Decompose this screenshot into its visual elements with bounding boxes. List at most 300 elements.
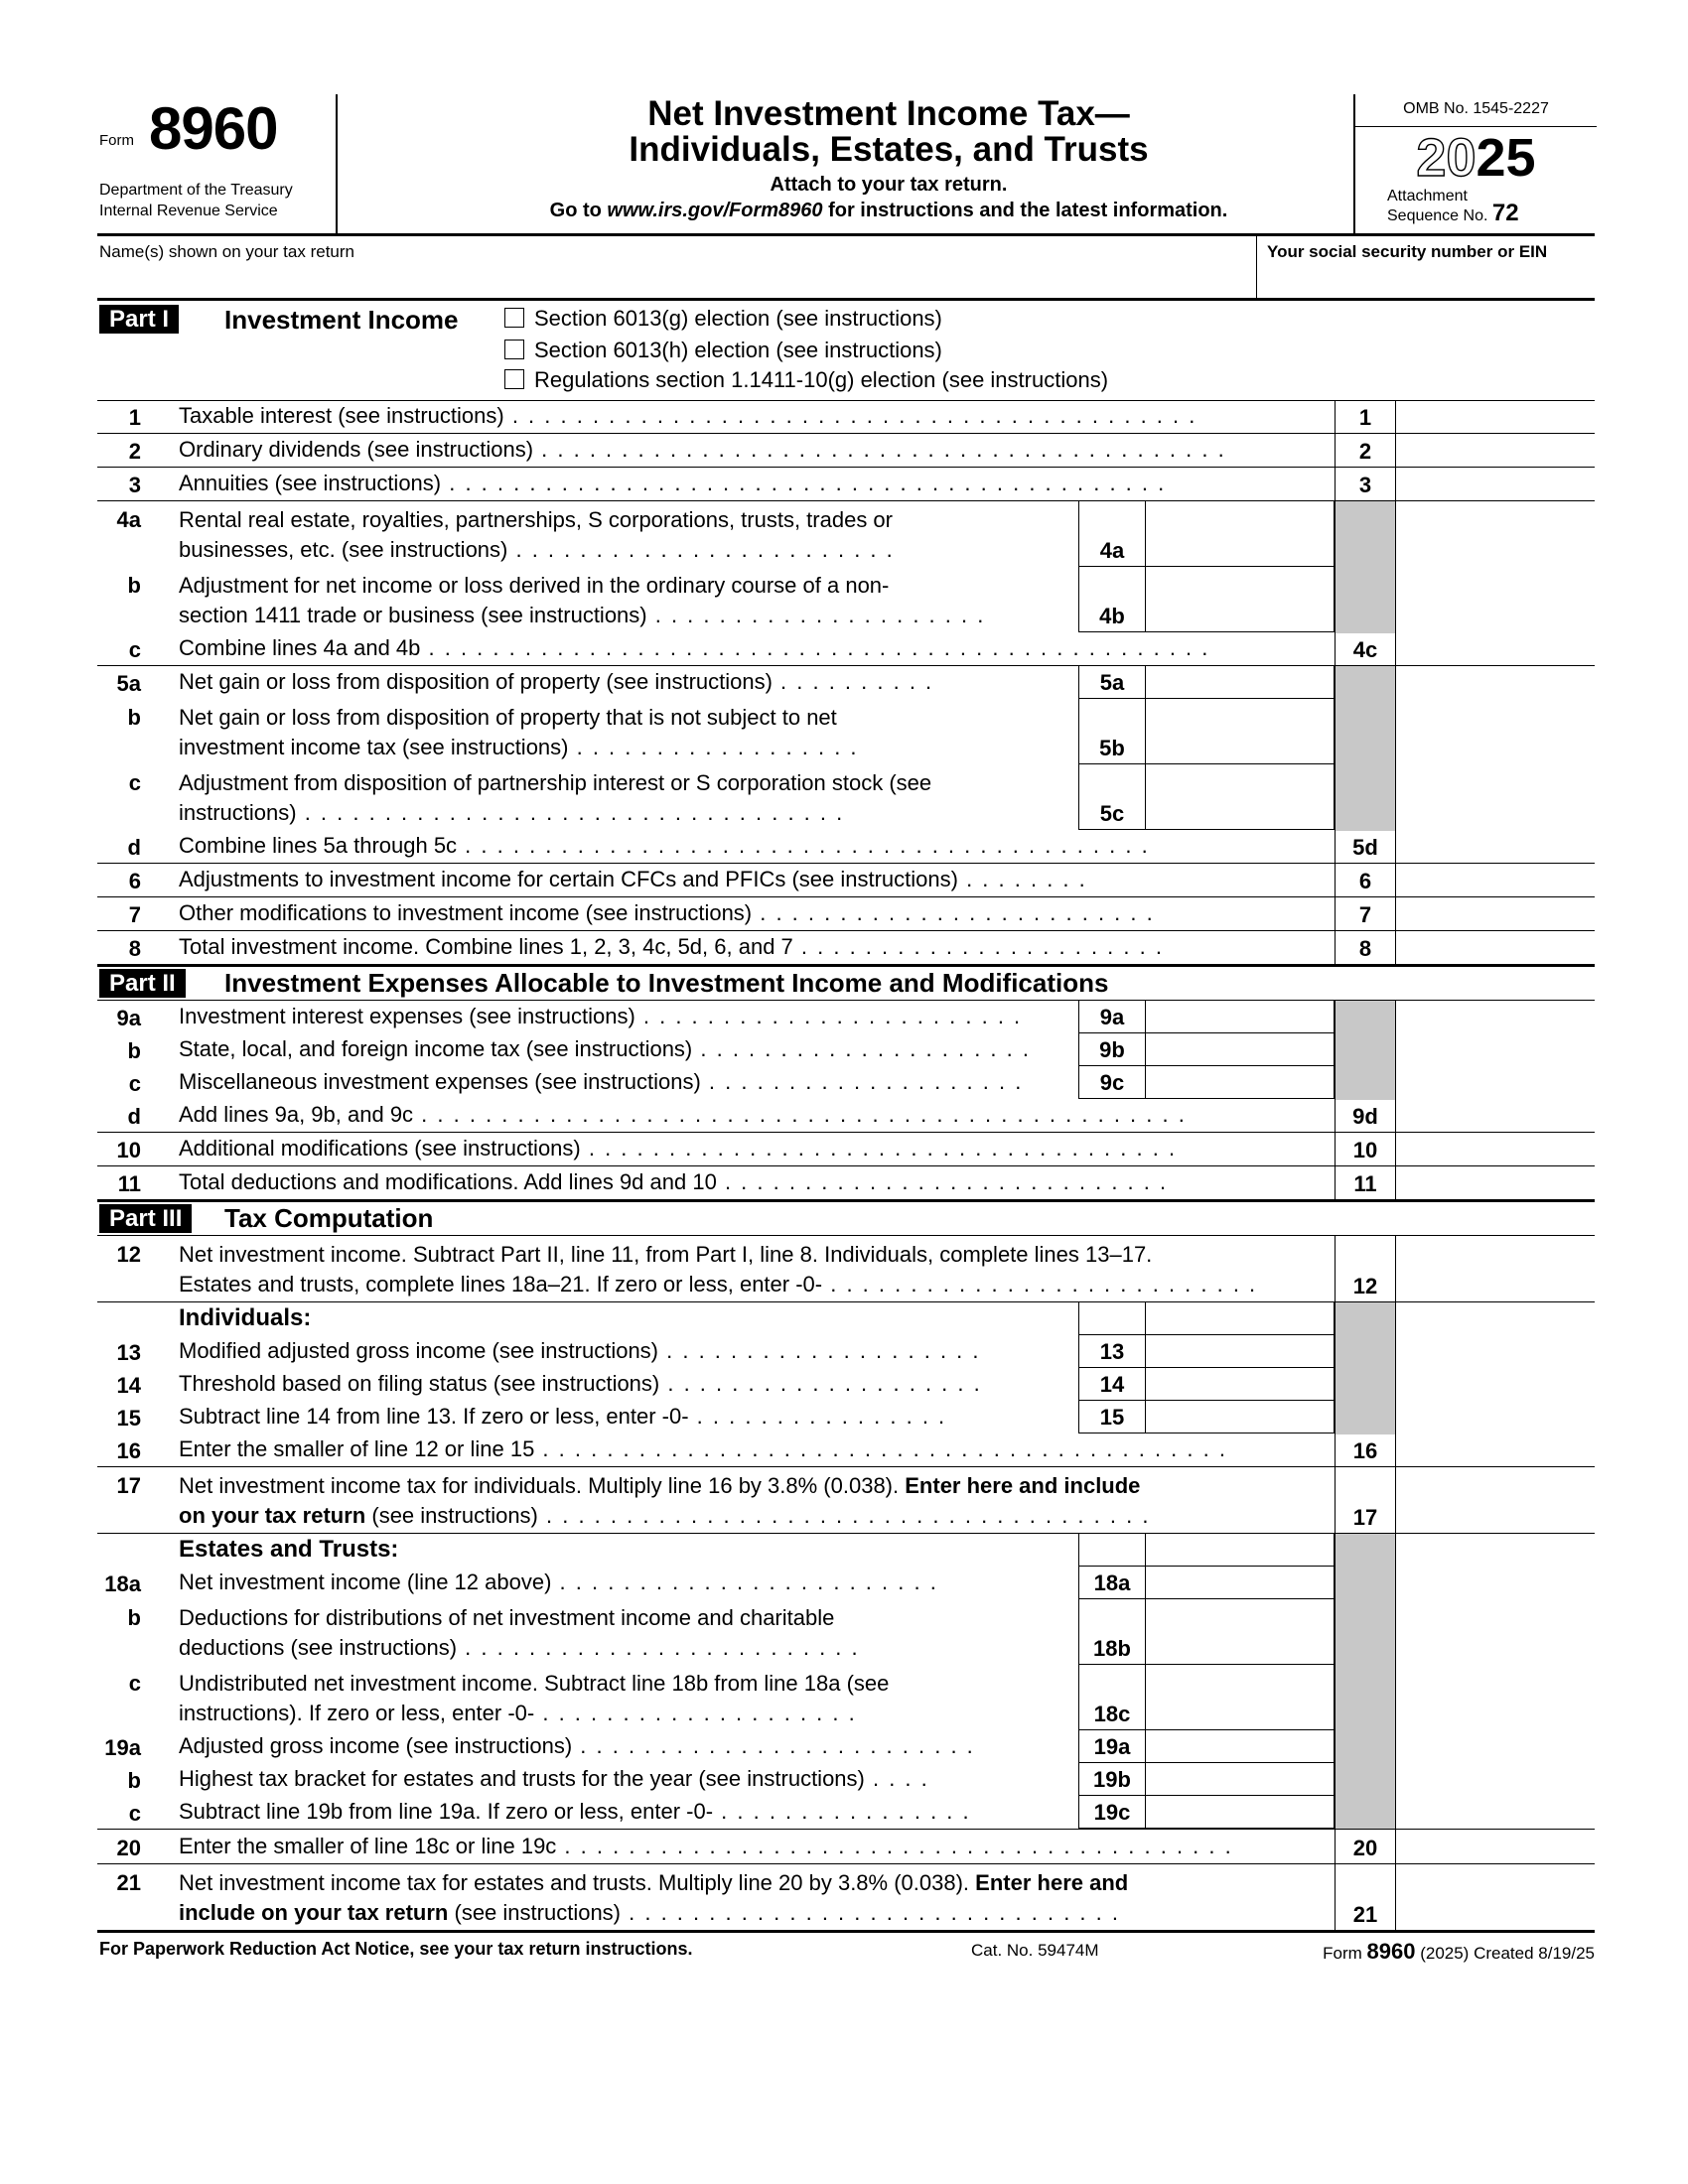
- tax-year-outline: 20: [1416, 128, 1477, 188]
- line-4a-amount[interactable]: [1145, 501, 1335, 567]
- estates-subheading: [97, 1534, 1595, 1567]
- form-id-block: [97, 94, 338, 233]
- goto-prefix: Go to: [549, 200, 608, 221]
- line-text-2: instructions). If zero or less, enter -0-: [179, 1701, 535, 1725]
- goto-suffix: for instructions and the latest information.: [822, 200, 1228, 221]
- line-9d: [97, 1099, 1595, 1133]
- line-label: 9a: [1078, 1001, 1146, 1033]
- shaded-amount-cell: [1395, 1335, 1596, 1368]
- election-1411: [504, 366, 1108, 394]
- line-label: 15: [1078, 1401, 1146, 1433]
- line-description: Annuities (see instructions) . . . . . . . . . . . . . . . . . . . . . . . . . . . . . . . . . . . . . . . . . . . . .: [179, 471, 1167, 495]
- line-label: 8: [1335, 931, 1395, 964]
- empty-label-cell: [1078, 1302, 1146, 1335]
- line-label: 21: [1335, 1864, 1395, 1930]
- footer-form-suffix: (2025) Created 8/19/25: [1420, 1944, 1595, 1963]
- line-label: 18b: [1078, 1599, 1146, 1665]
- shaded-amount-cell: [1395, 764, 1596, 830]
- line-9c: [97, 1066, 1595, 1099]
- line-text: Subtract line 14 from line 13. If zero or less, enter -0-: [179, 1404, 689, 1429]
- ssn-field[interactable]: [1256, 236, 1596, 298]
- line-label: 2: [1335, 434, 1395, 467]
- line-description: Net investment income (line 12 above) . . . . . . . . . . . . . . . . . . . . . . . .: [179, 1570, 938, 1594]
- line-label: 19b: [1078, 1763, 1146, 1796]
- line-text-1: Adjustment for net income or loss derived in the ordinary course of a non-: [179, 573, 890, 598]
- line-9a: [97, 1001, 1595, 1033]
- shaded-cell: [1335, 1368, 1395, 1402]
- line-6-amount[interactable]: [1395, 864, 1596, 896]
- line-8: [97, 931, 1595, 967]
- line-text-1: Net gain or loss from disposition of property that is not subject to net: [179, 705, 837, 730]
- line-number: c: [128, 637, 141, 662]
- line-5d-amount[interactable]: [1395, 830, 1596, 863]
- line-label: 4b: [1078, 567, 1146, 632]
- shaded-cell: [1335, 1730, 1395, 1764]
- line-description: Combine lines 5a through 5c . . . . . . . . . . . . . . . . . . . . . . . . . . . . . . . . . . . . . . . . . . .: [179, 833, 1150, 858]
- line-text: Net gain or loss from disposition of property (see instructions): [179, 669, 773, 694]
- line-text-1: Adjustment from disposition of partnership interest or S corporation stock (see: [179, 770, 932, 795]
- election-6013h-checkbox[interactable]: [504, 340, 524, 359]
- line-description: Adjustments to investment income for certain CFCs and PFICs (see instructions) . . . . . . . .: [179, 867, 1087, 891]
- shaded-cell: [1335, 1665, 1395, 1731]
- attachment-label: Attachment: [1387, 188, 1468, 205]
- form-title-block: [338, 94, 1440, 233]
- line-text-1: Rental real estate, royalties, partnerships, S corporations, trusts, trades or: [179, 507, 893, 532]
- line-number: 13: [116, 1340, 141, 1365]
- line-label: 4c: [1335, 632, 1395, 665]
- line-number: c: [128, 770, 141, 795]
- line-label: 5a: [1078, 666, 1146, 699]
- shaded-amount-cell: [1395, 1599, 1596, 1665]
- line-text-1-bold: Enter here and include: [905, 1473, 1141, 1498]
- line-text-2: Estates and trusts, complete lines 18a–21. If zero or less, enter -0-: [179, 1272, 823, 1297]
- line-text-1: Net investment income. Subtract Part II, line 11, from Part I, line 8. Individuals, complete lines 13–17.: [179, 1242, 1153, 1267]
- election-6013h-label: Section 6013(h) election (see instructions): [534, 338, 942, 362]
- taxpayer-info-row: [97, 236, 1595, 301]
- shaded-cell: [1335, 501, 1395, 568]
- line-5b: [97, 699, 1595, 764]
- line-20: [97, 1829, 1595, 1864]
- line-description: Total deductions and modifications. Add lines 9d and 10 . . . . . . . . . . . . . . . . . . . . . . . . . . . .: [179, 1169, 1169, 1194]
- line-text: Other modifications to investment income (see instructions): [179, 900, 753, 925]
- line-description: Deductions for distributions of net investment income and charitable deductions (see instructions) . . . . . . . . . . . . . . . . . . . . . . . . .: [179, 1603, 1053, 1663]
- shaded-amount-cell: [1395, 1567, 1596, 1599]
- election-6013h: [504, 337, 942, 364]
- line-number: 6: [128, 869, 141, 893]
- line-label: 6: [1335, 864, 1395, 896]
- omb-block: [1353, 94, 1597, 233]
- line-number: 17: [116, 1473, 141, 1498]
- line-2: [97, 434, 1595, 468]
- line-label: 5d: [1335, 830, 1395, 863]
- line-16-amount[interactable]: [1395, 1433, 1596, 1466]
- line-5b-amount[interactable]: [1145, 699, 1335, 764]
- catalog-number: Cat. No. 59474M: [971, 1941, 1099, 1960]
- line-label: 20: [1335, 1830, 1395, 1863]
- shaded-amount-cell: [1395, 1534, 1596, 1567]
- shaded-cell: [1335, 764, 1395, 831]
- line-description: Undistributed net investment income. Subtract line 18b from line 18a (see instructions). If zero or less, enter -0- . . . . . . . . . . . . . . . . . . . .: [179, 1669, 1053, 1728]
- sequence-label: Sequence No.: [1387, 207, 1488, 224]
- line-description: State, local, and foreign income tax (see instructions) . . . . . . . . . . . . . . . . . . . . .: [179, 1036, 1031, 1061]
- line-label: 7: [1335, 897, 1395, 930]
- line-label: 5b: [1078, 699, 1146, 764]
- line-label: 18a: [1078, 1567, 1146, 1599]
- line-11-amount[interactable]: [1395, 1166, 1596, 1199]
- line-description: Net investment income tax for individuals. Multiply line 16 by 3.8% (0.038). Enter here and include on your tax return (see instructions) . . . . . . . . . . . . . . . . . . . . . . . . . . . . . . . . . . . . . .: [179, 1473, 1151, 1528]
- election-6013g-label: Section 6013(g) election (see instructions): [534, 306, 942, 331]
- line-5c: [97, 764, 1595, 830]
- line-5a: [97, 666, 1595, 699]
- line-description: Net investment income tax for estates and trusts. Multiply line 20 by 3.8% (0.038). Enter here and include on your tax return (see instructions) . . . . . . . . . . . . . . . . . . . . . . . . . . . . . . .: [179, 1870, 1129, 1925]
- shaded-amount-cell: [1395, 1763, 1596, 1796]
- line-number: 5a: [116, 671, 141, 696]
- line-label: 9d: [1335, 1099, 1395, 1132]
- line-text: Taxable interest (see instructions): [179, 403, 504, 428]
- shaded-cell: [1335, 1534, 1395, 1568]
- part-2-header: [97, 967, 1595, 1001]
- line-number: 9a: [116, 1006, 141, 1030]
- line-number: b: [127, 1038, 141, 1063]
- line-number: 11: [117, 1171, 141, 1196]
- form-header: [97, 94, 1595, 236]
- ssn-label: Your social security number or EIN: [1267, 242, 1548, 261]
- line-4b-amount[interactable]: [1145, 567, 1335, 632]
- goto-instruction: [338, 200, 1440, 222]
- line-description: Net investment income. Subtract Part II, line 11, from Part I, line 8. Individuals, complete lines 13–17. Estates and trusts, complete lines 18a–21. If zero or less, enter -0- . . . . . . . . . . . . . . . . . . . . . . . . . . .: [179, 1240, 1331, 1299]
- shaded-cell: [1335, 699, 1395, 765]
- election-6013g: [504, 305, 942, 333]
- line-18a-amount[interactable]: [1145, 1567, 1335, 1599]
- part-1-title: Investment Income: [224, 305, 459, 335]
- line-11: [97, 1166, 1595, 1202]
- individuals-subheading: [97, 1302, 1595, 1335]
- line-number: b: [127, 1605, 141, 1630]
- line-4b: [97, 567, 1595, 632]
- shaded-cell: [1335, 567, 1395, 633]
- line-text-2: businesses, etc. (see instructions): [179, 537, 508, 562]
- line-7: [97, 897, 1595, 931]
- line-text: Combine lines 5a through 5c: [179, 833, 458, 858]
- line-19c-amount[interactable]: [1145, 1796, 1335, 1829]
- line-text: Add lines 9a, 9b, and 9c: [179, 1102, 414, 1127]
- line-label: 16: [1335, 1433, 1395, 1466]
- line-number: 12: [116, 1242, 141, 1267]
- line-4c-amount[interactable]: [1395, 632, 1596, 665]
- election-6013g-checkbox[interactable]: [504, 308, 524, 328]
- shaded-cell: [1335, 1335, 1395, 1369]
- shaded-amount-cell: [1395, 1001, 1596, 1033]
- line-14-amount[interactable]: [1145, 1368, 1335, 1401]
- department-line-1: Department of the Treasury: [99, 182, 293, 199]
- shaded-cell: [1335, 1599, 1395, 1666]
- line-description: Subtract line 14 from line 13. If zero or less, enter -0- . . . . . . . . . . . . . . . .: [179, 1404, 947, 1429]
- line-text-1: Net investment income tax for estates and trusts. Multiply line 20 by 3.8% (0.038).: [179, 1870, 970, 1895]
- shaded-amount-cell: [1395, 1665, 1596, 1730]
- estates-label: Estates and Trusts:: [179, 1536, 399, 1563]
- line-number: c: [128, 1671, 141, 1696]
- shaded-amount-cell: [1395, 1368, 1596, 1401]
- line-text-2: section 1411 trade or business (see instructions): [179, 603, 647, 627]
- line-text-1: Undistributed net investment income. Subtract line 18b from line 18a (see: [179, 1671, 890, 1696]
- line-description: Investment interest expenses (see instructions) . . . . . . . . . . . . . . . . . . . . . . . .: [179, 1004, 1023, 1028]
- line-description: Threshold based on filing status (see instructions) . . . . . . . . . . . . . . . . . . . .: [179, 1371, 982, 1396]
- shaded-amount-cell: [1395, 699, 1596, 764]
- line-number: 3: [128, 473, 141, 497]
- shaded-cell: [1335, 666, 1395, 700]
- line-number: 20: [116, 1836, 141, 1860]
- shaded-cell: [1335, 1033, 1395, 1067]
- line-label: 9b: [1078, 1033, 1146, 1066]
- line-4a: [97, 501, 1595, 567]
- shaded-cell: [1335, 1567, 1395, 1600]
- election-1411-label: Regulations section 1.1411-10(g) election (see instructions): [534, 367, 1109, 392]
- tax-year-bold: 25: [1476, 128, 1536, 188]
- line-9b-amount[interactable]: [1145, 1033, 1335, 1066]
- line-description: Highest tax bracket for estates and trusts for the year (see instructions) . . . .: [179, 1766, 929, 1791]
- line-label: 5c: [1078, 764, 1146, 830]
- line-number: 14: [116, 1373, 141, 1398]
- line-5a-amount[interactable]: [1145, 666, 1335, 699]
- line-label: 14: [1078, 1368, 1146, 1401]
- line-1: [97, 401, 1595, 434]
- part-1-header: [97, 301, 1595, 401]
- line-7-amount[interactable]: [1395, 897, 1596, 930]
- line-description: Rental real estate, royalties, partnerships, S corporations, trusts, trades or businesses, etc. (see instructions) . . . . . . . . . . . . . . . . . . . . . . . .: [179, 505, 1053, 565]
- form-footer: [97, 1930, 1595, 1973]
- line-text: Annuities (see instructions): [179, 471, 442, 495]
- shaded-amount-cell: [1395, 1730, 1596, 1763]
- line-number: 8: [128, 936, 141, 961]
- line-number: b: [127, 573, 141, 598]
- line-text: Enter the smaller of line 12 or line 15: [179, 1436, 535, 1461]
- part-3-header: [97, 1202, 1595, 1236]
- line-18c-amount[interactable]: [1145, 1665, 1335, 1730]
- line-label: 3: [1335, 468, 1395, 500]
- line-number: b: [127, 1768, 141, 1793]
- line-number: d: [127, 835, 141, 860]
- sequence-number: 72: [1491, 200, 1519, 226]
- line-1-amount[interactable]: [1395, 401, 1596, 433]
- line-text: Ordinary dividends (see instructions): [179, 437, 534, 462]
- line-12: [97, 1236, 1595, 1302]
- line-19a: [97, 1730, 1595, 1763]
- line-label: 19a: [1078, 1730, 1146, 1763]
- shaded-cell: [1335, 1763, 1395, 1797]
- line-15-amount[interactable]: [1145, 1401, 1335, 1433]
- line-description: Enter the smaller of line 18c or line 19c . . . . . . . . . . . . . . . . . . . . . . . . . . . . . . . . . . . . . . . . . .: [179, 1834, 1233, 1858]
- line-number: d: [127, 1104, 141, 1129]
- line-description: Ordinary dividends (see instructions) . . . . . . . . . . . . . . . . . . . . . . . . . . . . . . . . . . . . . . . . . . .: [179, 437, 1226, 462]
- shaded-cell: [1335, 1796, 1395, 1830]
- irs-url-link[interactable]: www.irs.gov/Form8960: [607, 200, 823, 221]
- part-2-title: Investment Expenses Allocable to Investment Income and Modifications: [224, 968, 1109, 998]
- line-18b-amount[interactable]: [1145, 1599, 1335, 1665]
- name-field[interactable]: Name(s) shown on your tax return: [99, 242, 354, 261]
- line-3-amount[interactable]: [1395, 468, 1596, 500]
- form-title-line-1: Net Investment Income Tax—: [647, 94, 1130, 133]
- line-description: Adjusted gross income (see instructions) . . . . . . . . . . . . . . . . . . . . . . . . .: [179, 1733, 975, 1758]
- line-10: [97, 1133, 1595, 1166]
- shaded-amount-cell: [1395, 1033, 1596, 1066]
- form-title-line-2: Individuals, Estates, and Trusts: [629, 130, 1149, 169]
- form-word: Form: [99, 132, 134, 149]
- attach-instruction: Attach to your tax return.: [770, 174, 1008, 196]
- line-number: c: [128, 1071, 141, 1096]
- line-description: Add lines 9a, 9b, and 9c . . . . . . . . . . . . . . . . . . . . . . . . . . . . . . . . . . . . . . . . . . . . . . . .: [179, 1102, 1187, 1127]
- line-text-1-bold: Enter here and: [975, 1870, 1129, 1895]
- form-8960: [97, 94, 1595, 1973]
- line-18b: [97, 1599, 1595, 1665]
- line-5d: [97, 830, 1595, 864]
- individuals-label: Individuals:: [179, 1304, 312, 1331]
- department-line-2: Internal Revenue Service: [99, 203, 278, 219]
- shaded-cell: [1335, 1001, 1395, 1034]
- empty-label-cell: [1078, 1534, 1146, 1567]
- shaded-cell: [1335, 1401, 1395, 1434]
- line-13-amount[interactable]: [1145, 1335, 1335, 1368]
- shaded-amount-cell: [1395, 666, 1596, 699]
- shaded-amount-cell: [1395, 1302, 1596, 1335]
- line-text-2: (see instructions): [371, 1503, 538, 1528]
- line-18c: [97, 1665, 1595, 1730]
- line-number: b: [127, 705, 141, 730]
- line-label: 18c: [1078, 1665, 1146, 1730]
- footer-form-word: Form: [1323, 1944, 1362, 1963]
- empty-amount-cell: [1145, 1534, 1335, 1567]
- line-description: Adjustment for net income or loss derived in the ordinary course of a non- section 1411 trade or business (see instructions) . . . . . . . . . . . . . . . . . . . . .: [179, 571, 1053, 630]
- line-label: 17: [1335, 1467, 1395, 1533]
- line-text: State, local, and foreign income tax (see instructions): [179, 1036, 693, 1061]
- line-text: Investment interest expenses (see instructions): [179, 1004, 635, 1028]
- line-text: Subtract line 19b from line 19a. If zero or less, enter -0-: [179, 1799, 714, 1824]
- line-6: [97, 864, 1595, 897]
- line-5c-amount[interactable]: [1145, 764, 1335, 830]
- line-20-amount[interactable]: [1395, 1830, 1596, 1863]
- line-description: Modified adjusted gross income (see instructions) . . . . . . . . . . . . . . . . . . . .: [179, 1338, 981, 1363]
- line-text: Total investment income. Combine lines 1, 2, 3, 4c, 5d, 6, and 7: [179, 934, 793, 959]
- line-text-2: deductions (see instructions): [179, 1635, 458, 1660]
- line-10-amount[interactable]: [1395, 1133, 1596, 1165]
- line-label: 4a: [1078, 501, 1146, 567]
- empty-amount-cell: [1145, 1302, 1335, 1335]
- line-description: Enter the smaller of line 12 or line 15 . . . . . . . . . . . . . . . . . . . . . . . . . . . . . . . . . . . . . . . . . . .: [179, 1436, 1227, 1461]
- part-1-tag: Part I: [99, 305, 179, 334]
- line-text: Highest tax bracket for estates and trusts for the year (see instructions): [179, 1766, 865, 1791]
- line-8-amount[interactable]: [1395, 931, 1596, 964]
- election-1411-checkbox[interactable]: [504, 369, 524, 389]
- line-text: Modified adjusted gross income (see instructions): [179, 1338, 659, 1363]
- line-label: 10: [1335, 1133, 1395, 1165]
- line-text: Miscellaneous investment expenses (see instructions): [179, 1069, 701, 1094]
- line-description: Additional modifications (see instructions) . . . . . . . . . . . . . . . . . . . . . . . . . . . . . . . . . . . . .: [179, 1136, 1178, 1160]
- department: [99, 180, 293, 221]
- line-19b-amount[interactable]: [1145, 1763, 1335, 1796]
- line-text: Total deductions and modifications. Add lines 9d and 10: [179, 1169, 717, 1194]
- shaded-amount-cell: [1395, 1796, 1596, 1829]
- line-description: Subtract line 19b from line 19a. If zero or less, enter -0- . . . . . . . . . . . . . . . .: [179, 1799, 971, 1824]
- line-2-amount[interactable]: [1395, 434, 1596, 467]
- footer-form-id: [1323, 1939, 1595, 1965]
- line-number: 19a: [104, 1735, 141, 1760]
- line-description: Net gain or loss from disposition of property that is not subject to net investment income tax (see instructions) . . . . . . . . . . . . . . . . . .: [179, 703, 1053, 762]
- shaded-cell: [1335, 1066, 1395, 1100]
- line-number: 15: [116, 1406, 141, 1431]
- line-17-amount[interactable]: [1395, 1467, 1596, 1533]
- part-3-title: Tax Computation: [224, 1203, 434, 1233]
- line-9a-amount[interactable]: [1145, 1001, 1335, 1033]
- line-13: [97, 1335, 1595, 1368]
- line-number: 7: [128, 902, 141, 927]
- line-number: 21: [116, 1870, 141, 1895]
- line-15: [97, 1401, 1595, 1433]
- form-number: 8960: [149, 95, 278, 162]
- shaded-amount-cell: [1395, 567, 1596, 632]
- line-19c: [97, 1796, 1595, 1829]
- line-9b: [97, 1033, 1595, 1066]
- line-number: c: [128, 1801, 141, 1826]
- line-9c-amount[interactable]: [1145, 1066, 1335, 1099]
- line-number: 18a: [104, 1571, 141, 1596]
- line-description: Taxable interest (see instructions) . . . . . . . . . . . . . . . . . . . . . . . . . . . . . . . . . . . . . . . . . . .: [179, 403, 1197, 428]
- line-text-2-bold: include on your tax return: [179, 1900, 449, 1925]
- line-19b: [97, 1763, 1595, 1796]
- line-9d-amount[interactable]: [1395, 1099, 1596, 1132]
- line-number: 10: [116, 1138, 141, 1162]
- part-2-tag: Part II: [99, 969, 186, 998]
- line-21: [97, 1864, 1595, 1930]
- line-description: Total investment income. Combine lines 1, 2, 3, 4c, 5d, 6, and 7 . . . . . . . . . . . . . . . . . . . . . . .: [179, 934, 1164, 959]
- line-text: Adjusted gross income (see instructions): [179, 1733, 573, 1758]
- shaded-amount-cell: [1395, 501, 1596, 567]
- line-label: 13: [1078, 1335, 1146, 1368]
- line-label: 12: [1335, 1236, 1395, 1301]
- line-text: Threshold based on filing status (see instructions): [179, 1371, 660, 1396]
- line-text-2: instructions): [179, 800, 297, 825]
- line-text-2: investment income tax (see instructions): [179, 735, 569, 759]
- line-label: 1: [1335, 401, 1395, 433]
- line-17: [97, 1467, 1595, 1534]
- line-12-amount[interactable]: [1395, 1236, 1596, 1301]
- line-number: 4a: [116, 507, 141, 532]
- shaded-amount-cell: [1395, 1066, 1596, 1099]
- shaded-amount-cell: [1395, 1401, 1596, 1433]
- line-description: Adjustment from disposition of partnership interest or S corporation stock (see instructions) . . . . . . . . . . . . . . . . . . . . . . . . . . . . . . . . . .: [179, 768, 1053, 828]
- line-text-2: (see instructions): [454, 1900, 622, 1925]
- line-text: Combine lines 4a and 4b: [179, 635, 421, 660]
- line-text: Additional modifications (see instructions): [179, 1136, 581, 1160]
- line-number: 16: [116, 1438, 141, 1463]
- tax-year: [1355, 130, 1597, 186]
- line-label: 9c: [1078, 1066, 1146, 1099]
- line-label: 11: [1335, 1166, 1395, 1199]
- line-text-1: Deductions for distributions of net investment income and charitable: [179, 1605, 835, 1630]
- line-21-amount[interactable]: [1395, 1864, 1596, 1930]
- footer-form-number: 8960: [1366, 1939, 1416, 1964]
- line-description: Net gain or loss from disposition of property (see instructions) . . . . . . . . . .: [179, 669, 934, 694]
- line-description: Combine lines 4a and 4b . . . . . . . . . . . . . . . . . . . . . . . . . . . . . . . . . . . . . . . . . . . . . . . . .: [179, 635, 1210, 660]
- line-text: Net investment income (line 12 above): [179, 1570, 552, 1594]
- line-18a: [97, 1567, 1595, 1599]
- line-text-2-bold: on your tax return: [179, 1503, 366, 1528]
- line-16: [97, 1433, 1595, 1467]
- line-description: Miscellaneous investment expenses (see instructions) . . . . . . . . . . . . . . . . . . . .: [179, 1069, 1024, 1094]
- line-number: 2: [128, 439, 141, 464]
- attachment-sequence: [1387, 188, 1519, 224]
- line-text: Adjustments to investment income for certain CFCs and PFICs (see instructions): [179, 867, 958, 891]
- line-14: [97, 1368, 1595, 1401]
- line-19a-amount[interactable]: [1145, 1730, 1335, 1763]
